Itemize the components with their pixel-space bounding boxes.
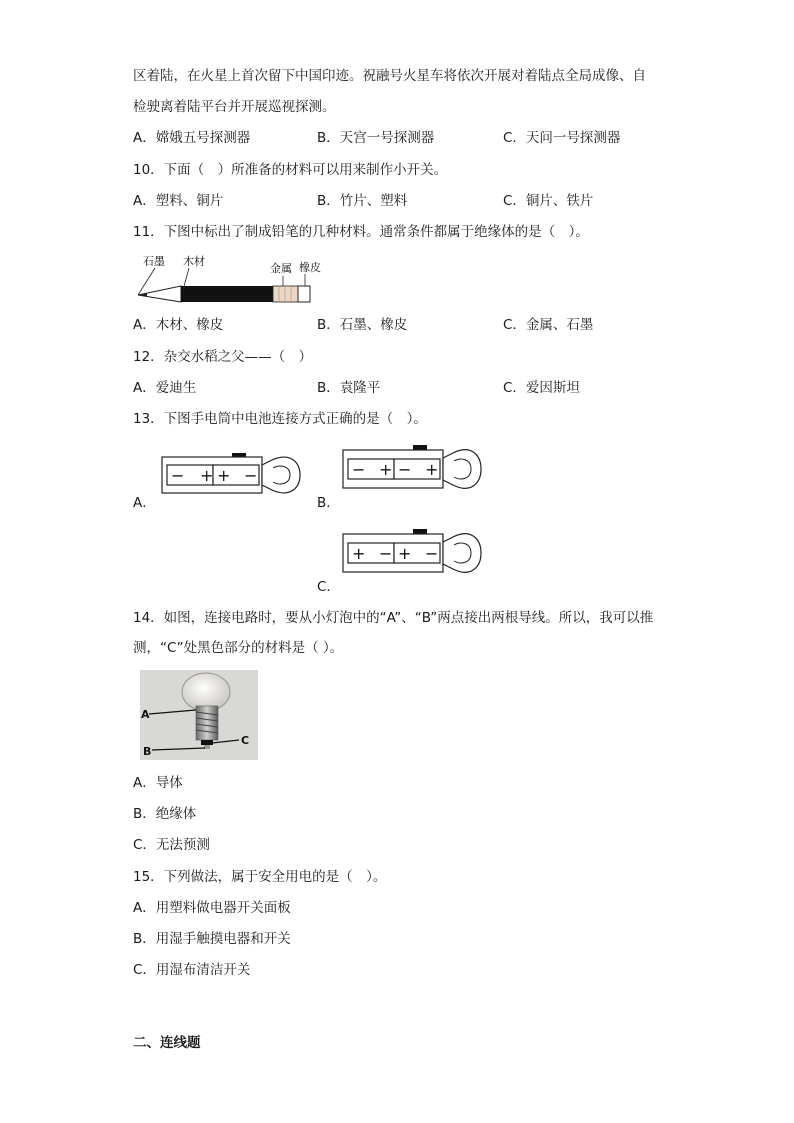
pencil-figure (133, 252, 333, 304)
q11-stem: 11．下图中标出了制成铅笔的几种材料。通常条件都属于绝缘体的是（ ）。 (133, 224, 589, 240)
flashlight-b[interactable] (341, 444, 483, 494)
q14-stem-line2: 测，“C”处黑色部分的材料是（ ）。 (133, 640, 344, 656)
bulb-label-c: C (241, 734, 250, 747)
q12-option-b[interactable]: B．袁隆平 (317, 380, 381, 396)
q9-stem-line2: 检驶离着陆平台并开展巡视探测。 (133, 99, 336, 115)
q14-option-b[interactable]: B．绝缘体 (133, 806, 197, 822)
flashlight-c[interactable] (341, 528, 483, 578)
a-bat2-plus: + (217, 466, 231, 485)
b-bat2-plus: + (425, 460, 439, 479)
q11-option-a[interactable]: A．木材、橡皮 (133, 317, 224, 333)
b-bat1-minus: − (352, 460, 366, 479)
bulb-label-b: B (143, 745, 152, 758)
section-heading: 二、连线题 (133, 1035, 201, 1051)
label-wood: 木材 (183, 255, 205, 268)
q11-option-b[interactable]: B．石墨、橡皮 (317, 317, 408, 333)
c-bat2-minus: − (425, 544, 439, 563)
q12-stem: 12．杂交水稻之父——（ ） (133, 349, 313, 365)
q10-option-c[interactable]: C．铜片、铁片 (503, 193, 594, 209)
label-metal: 金属 (270, 262, 292, 275)
flashlight-a[interactable] (160, 452, 302, 498)
q15-option-c[interactable]: C．用湿布清洁开关 (133, 962, 251, 978)
q9-option-b[interactable]: B．天宫一号探测器 (317, 130, 435, 146)
bulb-photo (140, 670, 258, 760)
a-bat2-minus: − (244, 466, 258, 485)
q13-option-a-label[interactable]: A． (133, 495, 156, 511)
q10-stem: 10．下面（ ）所准备的材料可以用来制作小开关。 (133, 162, 448, 178)
q12-option-c[interactable]: C．爱因斯坦 (503, 380, 580, 396)
c-bat2-plus: + (398, 544, 412, 563)
q9-stem-line1: 区着陆，在火星上首次留下中国印迹。祝融号火星车将依次开展对着陆点全局成像、自 (133, 68, 646, 84)
a-bat1-plus: + (200, 466, 214, 485)
a-bat1-minus: − (171, 466, 185, 485)
q14-option-c[interactable]: C．无法预测 (133, 837, 210, 853)
q9-option-c[interactable]: C．天问一号探测器 (503, 130, 621, 146)
b-bat1-plus: + (379, 460, 393, 479)
q15-stem: 15．下列做法，属于安全用电的是（ ）。 (133, 869, 387, 885)
label-graphite: 石墨 (143, 255, 165, 268)
bulb-label-a: A (141, 708, 150, 721)
q13-option-c-label[interactable]: C． (317, 579, 340, 595)
q12-option-a[interactable]: A．爱迪生 (133, 380, 197, 396)
b-bat2-minus: − (398, 460, 412, 479)
q13-option-b-label[interactable]: B． (317, 495, 340, 511)
q15-option-b[interactable]: B．用湿手触摸电器和开关 (133, 931, 291, 947)
q13-stem: 13．下图手电筒中电池连接方式正确的是（ ）。 (133, 411, 427, 427)
c-bat1-plus: + (352, 544, 366, 563)
label-eraser: 橡皮 (299, 261, 321, 274)
q14-stem-line1: 14．如图，连接电路时，要从小灯泡中的“A”、“B”两点接出两根导线。所以，我可以推 (133, 610, 654, 626)
q10-option-b[interactable]: B．竹片、塑料 (317, 193, 408, 209)
c-bat1-minus: − (379, 544, 393, 563)
q15-option-a[interactable]: A．用塑料做电器开关面板 (133, 900, 291, 916)
q11-option-c[interactable]: C．金属、石墨 (503, 317, 594, 333)
light-bulb-icon (140, 670, 258, 760)
q14-option-a[interactable]: A．导体 (133, 775, 183, 791)
q9-option-a[interactable]: A．嫦娥五号探测器 (133, 130, 251, 146)
q10-option-a[interactable]: A．塑料、铜片 (133, 193, 224, 209)
